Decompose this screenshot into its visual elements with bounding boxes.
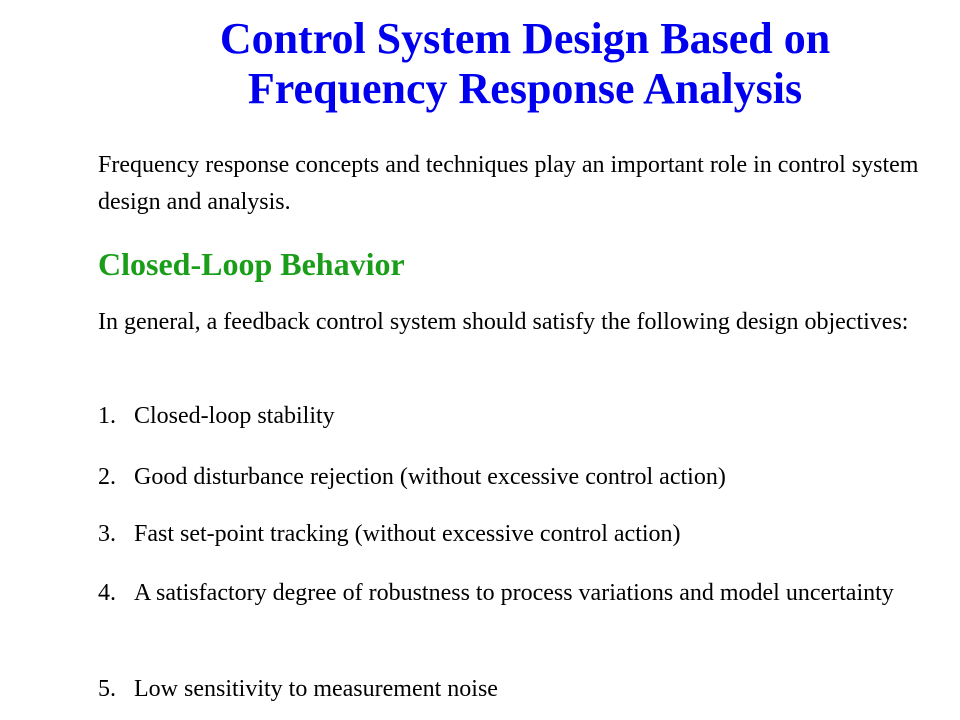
objective-number: 5. — [98, 676, 116, 702]
slide-title — [100, 14, 950, 114]
objective-text: A satisfactory degree of robustness to process variations and model uncertainty — [134, 580, 894, 606]
objective-text: Fast set-point tracking (without excessive control action) — [134, 521, 681, 547]
objective-number: 4. — [98, 580, 116, 606]
objective-text: Low sensitivity to measurement noise — [134, 676, 498, 702]
objective-item-1 — [98, 398, 948, 435]
objective-number: 3. — [98, 521, 116, 547]
objective-text: Closed-loop stability — [134, 403, 335, 429]
intro-paragraph: Frequency response concepts and techniques play an important role in control system design and analysis. — [98, 152, 919, 215]
objective-number: 2. — [98, 464, 116, 490]
objective-item-4 — [98, 575, 948, 612]
slide-title-line-1: Control System Design Based on — [219, 14, 831, 63]
objective-item-2 — [98, 459, 948, 496]
objective-item-5 — [98, 671, 948, 708]
objective-number: 1. — [98, 403, 116, 429]
objective-text: Good disturbance rejection (without excessive control action) — [134, 464, 726, 490]
section-intro-text: In general, a feedback control system should satisfy the following design objectives: — [98, 309, 909, 335]
slide-title-line-2: Frequency Response Analysis — [247, 64, 803, 113]
objective-item-3 — [98, 516, 948, 553]
section-heading: Closed-Loop Behavior — [98, 246, 405, 282]
